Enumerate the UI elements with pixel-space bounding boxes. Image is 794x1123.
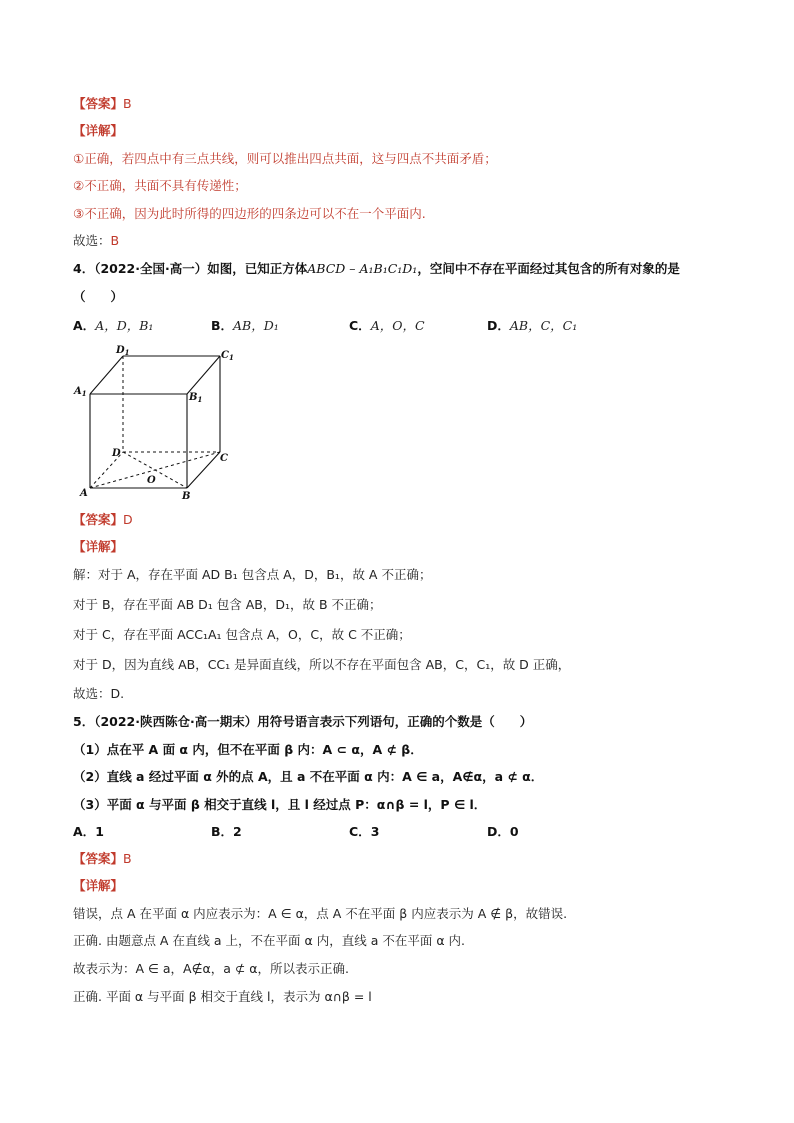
- q4-detail-line-5: 故选：D.: [73, 686, 125, 701]
- option-label: D．: [487, 318, 510, 333]
- q4-option-a: [73, 318, 153, 334]
- question-4-title: [73, 261, 680, 277]
- q5-option-b: [211, 824, 242, 840]
- q4-detail-line-1: 解：对于 A，存在平面 AD B₁ 包含点 A，D，B₁，故 A 不正确；: [73, 567, 432, 582]
- label-b: B: [182, 491, 191, 502]
- choose-line: [73, 233, 119, 249]
- option-value: 3: [370, 824, 380, 839]
- option-label: A．: [73, 318, 96, 333]
- option-value: AB，C，C₁: [509, 318, 578, 333]
- choose-label: 故选：: [73, 233, 111, 248]
- option-label: C．: [349, 318, 371, 333]
- detail-label: 【详解】: [73, 123, 124, 138]
- detail-line-3: ③不正确，因为此时所得的四边形的四条边可以不在一个平面内.: [73, 206, 426, 221]
- label-d1: $D_1$: [116, 345, 130, 357]
- q4-option-c: [349, 318, 425, 334]
- q4-title-text: 4．（2022·全国·高一）如图，已知正方体: [73, 261, 308, 276]
- question-5-title: 5．（2022·陕西陈仓·高一期末）用符号语言表示下列语句，正确的个数是（ ）: [73, 714, 533, 729]
- label-d: D: [112, 448, 121, 459]
- cube-hidden-edges: [90, 356, 220, 488]
- label-b1: $B_1$: [189, 392, 203, 404]
- cube-solid-edges: [90, 356, 220, 488]
- option-value: 1: [95, 824, 104, 839]
- q4-option-d: [487, 318, 577, 334]
- q5-detail-line-2: 正确. 由题意点 A 在直线 a 上，不在平面 α 内，直线 a 不在平面 α 内.: [73, 933, 466, 948]
- detail-line-2: ②不正确，共面不具有传递性；: [73, 178, 247, 193]
- answer-value: B: [123, 851, 132, 866]
- choose-value: B: [110, 233, 120, 248]
- q5-detail-line-1: 错误，点 A 在平面 α 内应表示为：A ∈ α，点 A 不在平面 β 内应表示为 A ∉ β，故错误.: [73, 906, 568, 921]
- q4-option-b: [211, 318, 279, 334]
- detail-line-1: ①正确，若四点中有三点共线，则可以推出四点共面，这与四点不共面矛盾；: [73, 151, 497, 166]
- option-label: A．: [73, 824, 96, 839]
- label-o: O: [147, 475, 156, 486]
- option-value: 0: [509, 824, 519, 839]
- option-value: 2: [233, 824, 242, 839]
- answer-label: 【答案】: [73, 851, 124, 866]
- q5-detail-line-4: 正确. 平面 α 与平面 β 相交于直线 l，表示为 α∩β = l: [73, 989, 372, 1004]
- q5-option-a: [73, 824, 104, 840]
- option-value: AB，D₁: [233, 318, 279, 333]
- q4-detail-line-2: 对于 B，存在平面 AB D₁ 包含 AB，D₁，故 B 不正确；: [73, 597, 382, 612]
- option-label: B．: [211, 824, 234, 839]
- q5-option-c: [349, 824, 379, 840]
- answer-value: B: [123, 96, 132, 111]
- answer-line: [73, 96, 132, 112]
- q4-detail-line-3: 对于 C，存在平面 ACC₁A₁ 包含点 A，O，C，故 C 不正确；: [73, 627, 411, 642]
- q4-paren: （ ）: [73, 289, 124, 304]
- option-value: A，D，B₁: [95, 318, 154, 333]
- q4-detail-label: 【详解】: [73, 539, 124, 554]
- answer-value: D: [123, 512, 133, 527]
- q5-statement-3: （3）平面 α 与平面 β 相交于直线 l，且 l 经过点 P：α∩β = l，P ∈ l．: [73, 797, 487, 812]
- label-a1: $A_1$: [74, 386, 87, 398]
- label-c: C: [220, 453, 228, 464]
- q5-detail-line-3: 故表示为：A ∈ a，A∉α，a ⊄ α，所以表示正确.: [73, 961, 350, 976]
- q4-title-tail: ，空间中不存在平面经过其包含的所有对象的是: [417, 261, 680, 276]
- answer-label: 【答案】: [73, 96, 124, 111]
- q4-answer-line: [73, 512, 133, 528]
- option-label: C．: [349, 824, 371, 839]
- option-label: B．: [211, 318, 234, 333]
- q4-cube-name: ABCD – A₁B₁C₁D₁: [307, 261, 418, 276]
- q5-option-d: [487, 824, 519, 840]
- q4-detail-line-4: 对于 D，因为直线 AB，CC₁ 是异面直线，所以不存在平面包含 AB，C，C₁，故 D 正确，: [73, 657, 571, 672]
- label-c1: $C_1$: [221, 350, 234, 362]
- q5-statement-1: （1）点在平 A 面 α 内，但不在平面 β 内：A ⊂ α，A ⊄ β．: [73, 742, 423, 757]
- option-label: D．: [487, 824, 510, 839]
- label-a: A: [80, 488, 88, 499]
- q5-detail-label: 【详解】: [73, 878, 124, 893]
- cube-figure: [70, 342, 240, 504]
- option-value: A，O，C: [370, 318, 425, 333]
- q5-answer-line: [73, 851, 132, 867]
- q5-statement-2: （2）直线 a 经过平面 α 外的点 A，且 a 不在平面 α 内：A ∈ a，A∉α，a ⊄ α．: [73, 769, 544, 784]
- answer-label: 【答案】: [73, 512, 124, 527]
